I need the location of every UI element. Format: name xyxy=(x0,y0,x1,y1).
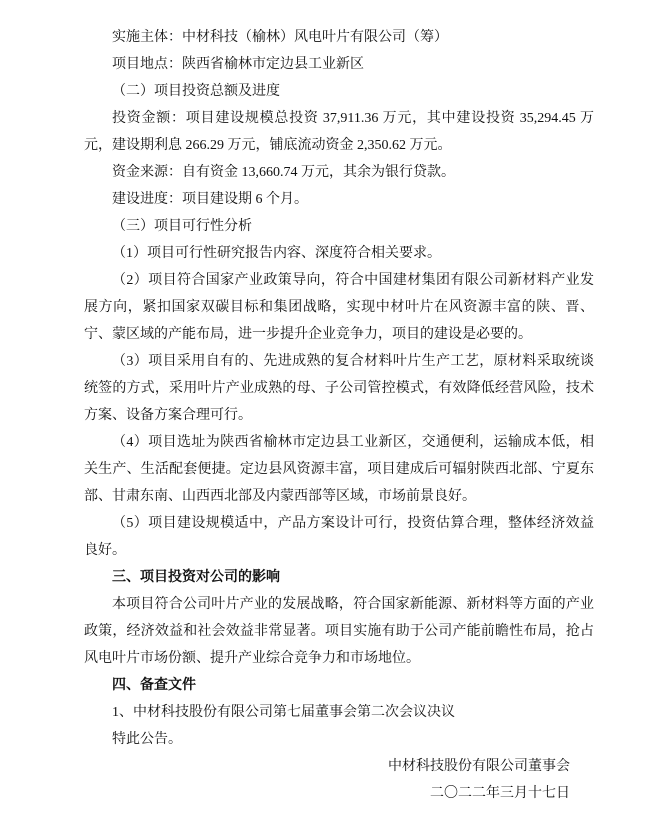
signature-date: 二〇二二年三月十七日 xyxy=(430,786,570,801)
paragraph-announcement-closing: 特此公告。 xyxy=(112,732,182,747)
paragraph-investment-amount: 投资金额：项目建设规模总投资 37,911.36 万元，其中建设投资 35,294.45 万元，建设期利息 266.29 万元，铺底流动资金 2,350.62 万元。 xyxy=(84,111,594,153)
paragraph-construction-schedule: 建设进度：项目建设期 6 个月。 xyxy=(112,192,308,207)
paragraph-impact-body: 本项目符合公司叶片产业的发展战略，符合国家新能源、新材料等方面的产业政策，经济效益和社会效益非常显著。项目实施有助于公司产能前瞻性布局，抢占风电叶片市场份额、提升产业综合竞争力和市场地位。 xyxy=(84,597,594,666)
paragraph-feasibility-item-4: （4）项目选址为陕西省榆林市定边县工业新区，交通便利，运输成本低，相关生产、生活配套便捷。定边县风资源丰富，项目建成后可辐射陕西北部、宁夏东部、甘肃东南、山西西北部及内蒙西部等区域，市场前景良好。 xyxy=(84,435,594,504)
subsection-heading-feasibility: （三）项目可行性分析 xyxy=(112,219,252,234)
paragraph-project-location: 项目地点：陕西省榆林市定边县工业新区 xyxy=(112,57,364,72)
paragraph-feasibility-item-1: （1）项目可行性研究报告内容、深度符合相关要求。 xyxy=(112,246,441,261)
section-heading-impact: 三、项目投资对公司的影响 xyxy=(112,570,280,585)
paragraph-feasibility-item-2: （2）项目符合国家产业政策导向，符合中国建材集团有限公司新材料产业发展方向，紧扣国家双碳目标和集团战略，实现中材叶片在风资源丰富的陕、晋、宁、蒙区域的产能布局，进一步提升企业竞争力，项目的建设是必要的。 xyxy=(84,273,594,342)
subsection-heading-investment-total: （二）项目投资总额及进度 xyxy=(112,84,280,99)
paragraph-reference-doc-1: 1、中材科技股份有限公司第七届董事会第二次会议决议 xyxy=(112,705,455,720)
paragraph-feasibility-item-3: （3）项目采用自有的、先进成熟的复合材料叶片生产工艺，原材料采取统谈统签的方式，采用叶片产业成熟的母、子公司管控模式，有效降低经营风险，技术方案、设备方案合理可行。 xyxy=(84,354,594,423)
paragraph-funding-source: 资金来源：自有资金 13,660.74 万元，其余为银行贷款。 xyxy=(112,165,455,180)
paragraph-feasibility-item-5: （5）项目建设规模适中，产品方案设计可行，投资估算合理，整体经济效益良好。 xyxy=(84,516,594,558)
section-heading-reference-docs: 四、备查文件 xyxy=(112,678,196,693)
signature-company-board: 中材科技股份有限公司董事会 xyxy=(388,759,570,774)
paragraph-implementing-entity: 实施主体：中材科技（榆林）风电叶片有限公司（筹） xyxy=(112,30,448,45)
